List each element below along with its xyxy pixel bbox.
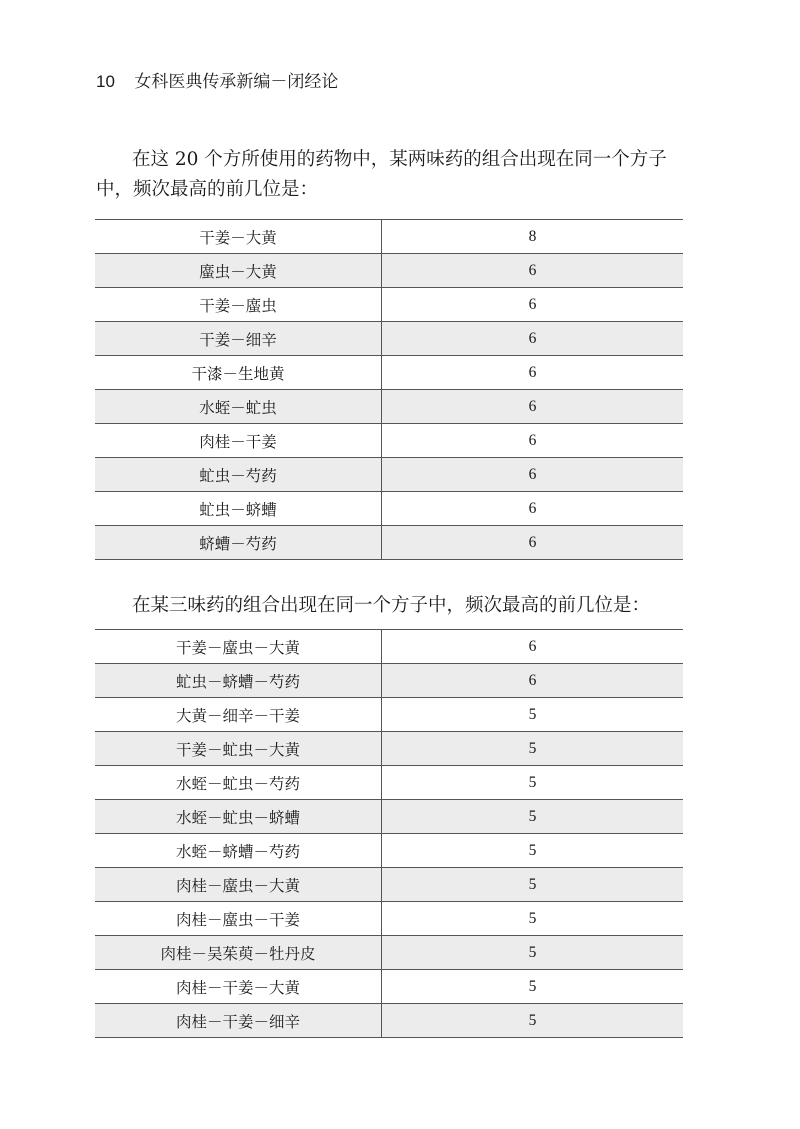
herb-combination-cell: 肉桂－䗪虫－大黄 — [95, 868, 382, 902]
frequency-count-cell: 6 — [382, 288, 684, 322]
herb-combination-cell: 水蛭－虻虫 — [95, 390, 382, 424]
frequency-count-cell: 5 — [382, 936, 684, 970]
herb-combination-cell: 干姜－大黄 — [95, 220, 382, 254]
table-row — [95, 698, 683, 732]
herb-combination-cell: 水蛭－虻虫－芍药 — [95, 766, 382, 800]
frequency-count-cell: 5 — [382, 766, 684, 800]
herb-combination-cell: 水蛭－蛴螬－芍药 — [95, 834, 382, 868]
table-row — [95, 458, 683, 492]
frequency-count-cell: 6 — [382, 492, 684, 526]
table-row — [95, 1004, 683, 1038]
pairs-frequency-table — [95, 219, 683, 560]
table-row — [95, 664, 683, 698]
table-row — [95, 322, 683, 356]
herb-combination-cell: 干姜－䗪虫－大黄 — [95, 630, 382, 664]
frequency-count-cell: 5 — [382, 732, 684, 766]
herb-combination-cell: 肉桂－干姜－大黄 — [95, 970, 382, 1004]
table-row — [95, 390, 683, 424]
herb-combination-cell: 肉桂－吴茱萸－牡丹皮 — [95, 936, 382, 970]
intro-pairs-paragraph: 在这 20 个方所使用的药物中，某两味药的组合出现在同一个方子中，频次最高的前几位是： — [96, 149, 667, 200]
herb-combination-cell: 虻虫－芍药 — [95, 458, 382, 492]
herb-combination-cell: 䗪虫－大黄 — [95, 254, 382, 288]
frequency-count-cell: 6 — [382, 356, 684, 390]
frequency-count-cell: 6 — [382, 254, 684, 288]
table-row — [95, 732, 683, 766]
frequency-count-cell: 5 — [382, 1004, 684, 1038]
table-row — [95, 288, 683, 322]
herb-combination-cell: 水蛭－虻虫－蛴螬 — [95, 800, 382, 834]
herb-combination-cell: 虻虫－蛴螬 — [95, 492, 382, 526]
triples-frequency-table — [95, 629, 683, 1038]
table-row — [95, 936, 683, 970]
herb-combination-cell: 干姜－䗪虫 — [95, 288, 382, 322]
herb-combination-cell: 大黄－细辛－干姜 — [95, 698, 382, 732]
running-header — [96, 70, 338, 94]
frequency-count-cell: 5 — [382, 970, 684, 1004]
herb-combination-cell: 肉桂－干姜－细辛 — [95, 1004, 382, 1038]
table-row — [95, 902, 683, 936]
frequency-count-cell: 5 — [382, 868, 684, 902]
table-row — [95, 526, 683, 560]
frequency-count-cell: 6 — [382, 630, 684, 664]
table-row — [95, 970, 683, 1004]
herb-combination-cell: 肉桂－干姜 — [95, 424, 382, 458]
table-row — [95, 220, 683, 254]
book-title: 女科医典传承新编－闭经论 — [134, 72, 339, 92]
frequency-count-cell: 6 — [382, 390, 684, 424]
table-row — [95, 868, 683, 902]
frequency-count-cell: 6 — [382, 458, 684, 492]
herb-combination-cell: 肉桂－䗪虫－干姜 — [95, 902, 382, 936]
table-row — [95, 834, 683, 868]
herb-combination-cell: 干漆－生地黄 — [95, 356, 382, 390]
table-row — [95, 356, 683, 390]
table-row — [95, 492, 683, 526]
herb-combination-cell: 干姜－细辛 — [95, 322, 382, 356]
table-row — [95, 800, 683, 834]
frequency-count-cell: 6 — [382, 322, 684, 356]
frequency-count-cell: 6 — [382, 664, 684, 698]
frequency-count-cell: 5 — [382, 902, 684, 936]
frequency-count-cell: 5 — [382, 800, 684, 834]
page-number: 10 — [96, 72, 115, 91]
herb-combination-cell: 干姜－虻虫－大黄 — [95, 732, 382, 766]
table-row — [95, 254, 683, 288]
herb-combination-cell: 蛴螬－芍药 — [95, 526, 382, 560]
table-row — [95, 766, 683, 800]
frequency-count-cell: 5 — [382, 698, 684, 732]
triples-table-body — [95, 630, 683, 1038]
intro-triples-paragraph: 在某三味药的组合出现在同一个方子中，频次最高的前几位是： — [132, 595, 651, 616]
herb-combination-cell: 虻虫－蛴螬－芍药 — [95, 664, 382, 698]
table-row — [95, 630, 683, 664]
pairs-table-body — [95, 220, 683, 560]
frequency-count-cell: 5 — [382, 834, 684, 868]
frequency-count-cell: 8 — [382, 220, 684, 254]
table-row — [95, 424, 683, 458]
frequency-count-cell: 6 — [382, 424, 684, 458]
frequency-count-cell: 6 — [382, 526, 684, 560]
